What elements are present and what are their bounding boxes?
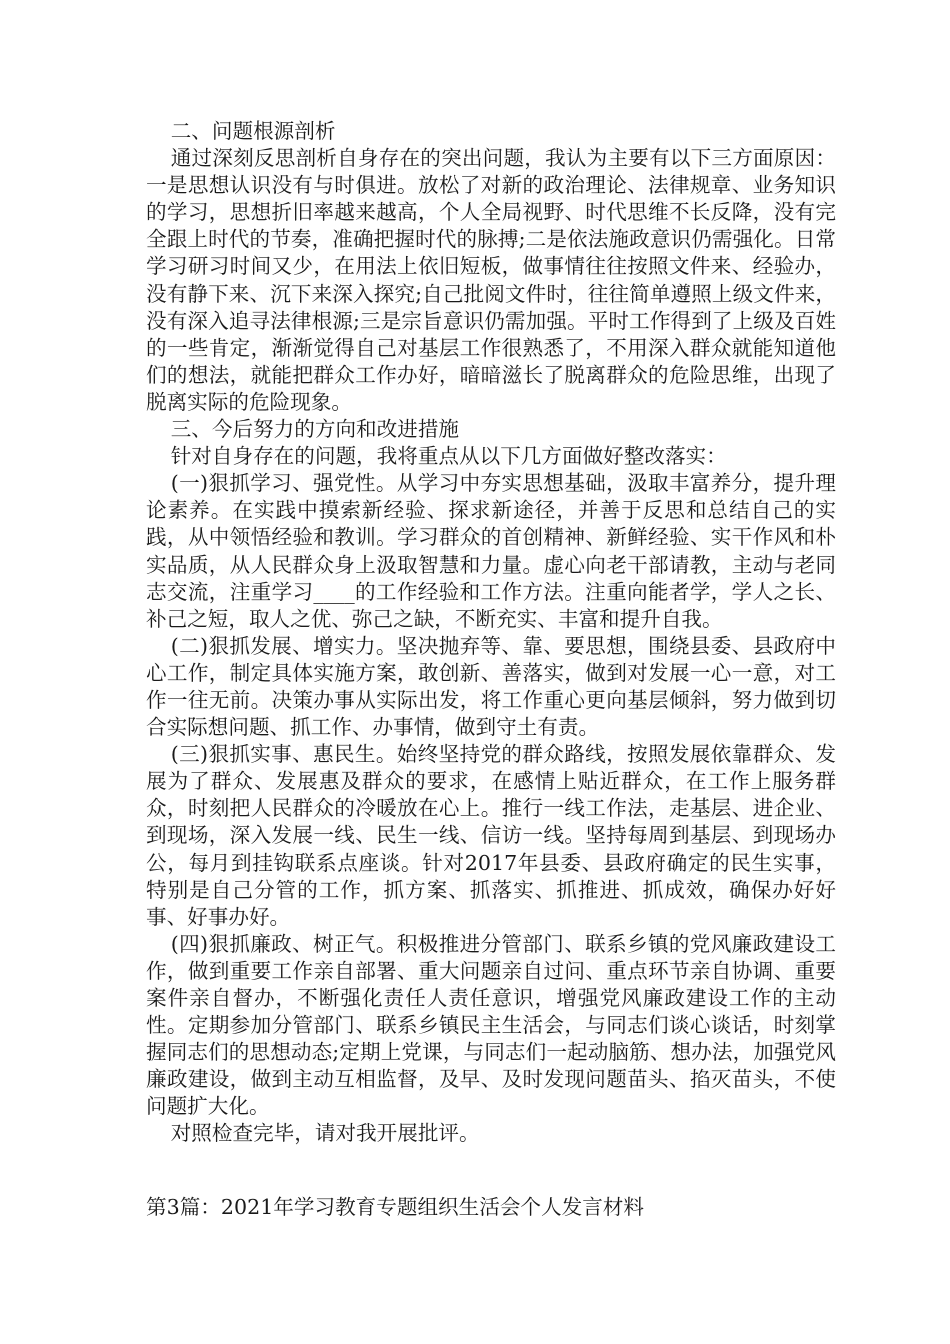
section2-paragraph: 通过深刻反思剖析自身存在的突出问题，我认为主要有以下三方面原因：一是思想认识没有与时俱进。放松了对新的政治理论、法律规章、业务知识的学习，思想折旧率越来越高，个人全局视野、时代思维不长反降，没有完全跟上时代的节奏，准确把握时代的脉搏;二是依法施政意识仍需强化。日常学习研习时间又少，在用法上依旧短板，做事情往往按照文件来、经验办，没有静下来、沉下来深入探究;自己批阅文件时，往往简单遵照上级文件来，没有深入追寻法律根源;三是宗旨意识仍需加强。平时工作得到了上级及百姓的一些肯定，渐渐觉得自己对基层工作很熟悉了，不用深入群众就能知道他们的想法，就能把群众工作办好，暗暗滋长了脱离群众的危险思维，出现了脱离实际的危险现象。 xyxy=(146,146,836,414)
measure-item-2: (二)狠抓发展、增实力。坚决抛弃等、靠、要思想，围绕县委、县政府中心工作，制定具体实施方案，敢创新、善落实，做到对发展一心一意，对工作一往无前。决策办事从实际出发，将工作重心更向基层倾斜，努力做到切合实际想问题、抓工作、办事情，做到守土有责。 xyxy=(146,633,836,740)
measure-item-1: (一)狠抓学习、强党性。从学习中夯实思想基础，汲取丰富养分，提升理论素养。在实践中摸索新经验、探求新途径，并善于反思和总结自己的实践，从中领悟经验和教训。学习群众的首创精神、新鲜经验、实干作风和朴实品质，从人民群众身上汲取智慧和力量。虚心向老干部请教，主动与老同志交流，注重学习____的工作经验和工作方法。注重向能者学，学人之长、补己之短，取人之优、弥己之缺，不断充实、丰富和提升自我。 xyxy=(146,471,836,631)
measure-item-3: (三)狠抓实事、惠民生。始终坚持党的群众路线，按照发展依靠群众、发展为了群众、发展惠及群众的要求，在感情上贴近群众，在工作上服务群众，时刻把人民群众的冷暖放在心上。推行一线工作法，走基层、进企业、到现场，深入发展一线、民生一线、信访一线。坚持每周到基层、到现场办公，每月到挂钩联系点座谈。针对2017年县委、县政府确定的民生实事，特别是自己分管的工作，抓方案、抓落实、抓推进、抓成效，确保办好好事、好事办好。 xyxy=(146,742,836,929)
next-article-title: 第3篇：2021年学习教育专题组织生活会个人发言材料 xyxy=(146,1195,644,1219)
document-body xyxy=(146,118,836,1148)
section3-heading: 三、今后努力的方向和改进措施 xyxy=(170,417,460,442)
measure-item-4: (四)狠抓廉政、树正气。积极推进分管部门、联系乡镇的党风廉政建设工作，做到重要工作亲自部署、重大问题亲自过问、重点环节亲自协调、重要案件亲自督办，不断强化责任人责任意识，增强党风廉政建设工作的主动性。定期参加分管部门、联系乡镇民主生活会，与同志们谈心谈话，时刻掌握同志们的思想动态;定期上党课，与同志们一起动脑筋、想办法，加强党风廉政建设，做到主动互相监督，及早、及时发现问题苗头、掐灭苗头，不使问题扩大化。 xyxy=(146,931,836,1119)
section3-intro: 针对自身存在的问题，我将重点从以下几方面做好整改落实： xyxy=(170,444,727,469)
section2-heading: 二、问题根源剖析 xyxy=(170,119,336,143)
closing-line: 对照检查完毕，请对我开展批评。 xyxy=(170,1121,480,1146)
